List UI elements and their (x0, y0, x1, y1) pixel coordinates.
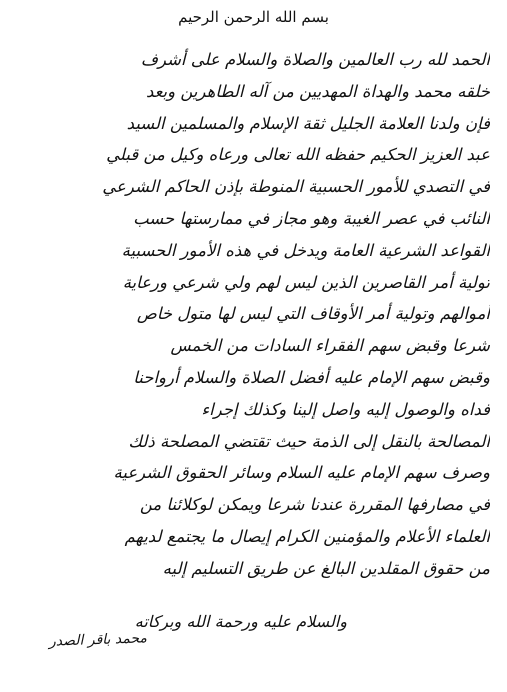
letter-line: الحمد لله رب العالمين والصلاة والسلام على أشرف (140, 50, 490, 69)
letter-line: في مصارفها المقررة عندنا شرعا ويمكن لوكلائنا من (139, 495, 490, 515)
letter-line: القواعد الشرعية العامة ويدخل في هذه الأمور الحسبية (121, 240, 490, 260)
letter-line: عبد العزيز الحكيم حفظه الله تعالى ورعاه وكيل من قبلي (106, 145, 490, 165)
letter-line: من حقوق المقلدين البالغ عن طريق التسليم إليه (162, 558, 490, 578)
letter-line: خلقه محمد والهداة المهديين من آله الطاهرين وبعد (145, 81, 490, 101)
letter-line: النائب في عصر الغيبة وهو مجاز في ممارستها حسب (133, 208, 490, 228)
letter-line: المصالحة بالنقل إلى الذمة حيث تقتضي المصلحة ذلك (128, 431, 490, 451)
letter-line: تولية أمر القاصرين الذين ليس لهم ولي شرعي ورعاية (122, 272, 490, 292)
closing-salutation: والسلام عليه ورحمة الله وبركاته (134, 612, 347, 631)
basmala-heading: بسم الله الرحمن الرحيم (178, 8, 329, 26)
letter-line: في التصدي للأمور الحسبية المنوطة بإذن الحاكم الشرعي (102, 177, 490, 197)
letter-body (22, 44, 490, 585)
letter-line: فإن ولدنا العلامة الجليل ثقة الإسلام والمسلمين السيد (126, 113, 490, 133)
letter-line: أموالهم وتولية أمر الأوقاف التي ليس لها متول خاص (136, 304, 490, 324)
letter-line: فداه والوصول إليه واصل إلينا وكذلك إجراء (201, 399, 490, 419)
letter-line: العلماء الأعلام والمؤمنين الكرام إيصال ما يجتمع لديهم (124, 526, 490, 546)
letter-line: شرعا وقبض سهم الفقراء السادات من الخمس (170, 336, 490, 356)
letter-line: وقبض سهم الإمام عليه أفضل الصلاة والسلام أرواحنا (133, 367, 490, 387)
letter-line: وصرف سهم الإمام عليه السلام وسائر الحقوق الشرعية (113, 463, 490, 483)
signature: محمد باقر الصدر (48, 630, 148, 650)
